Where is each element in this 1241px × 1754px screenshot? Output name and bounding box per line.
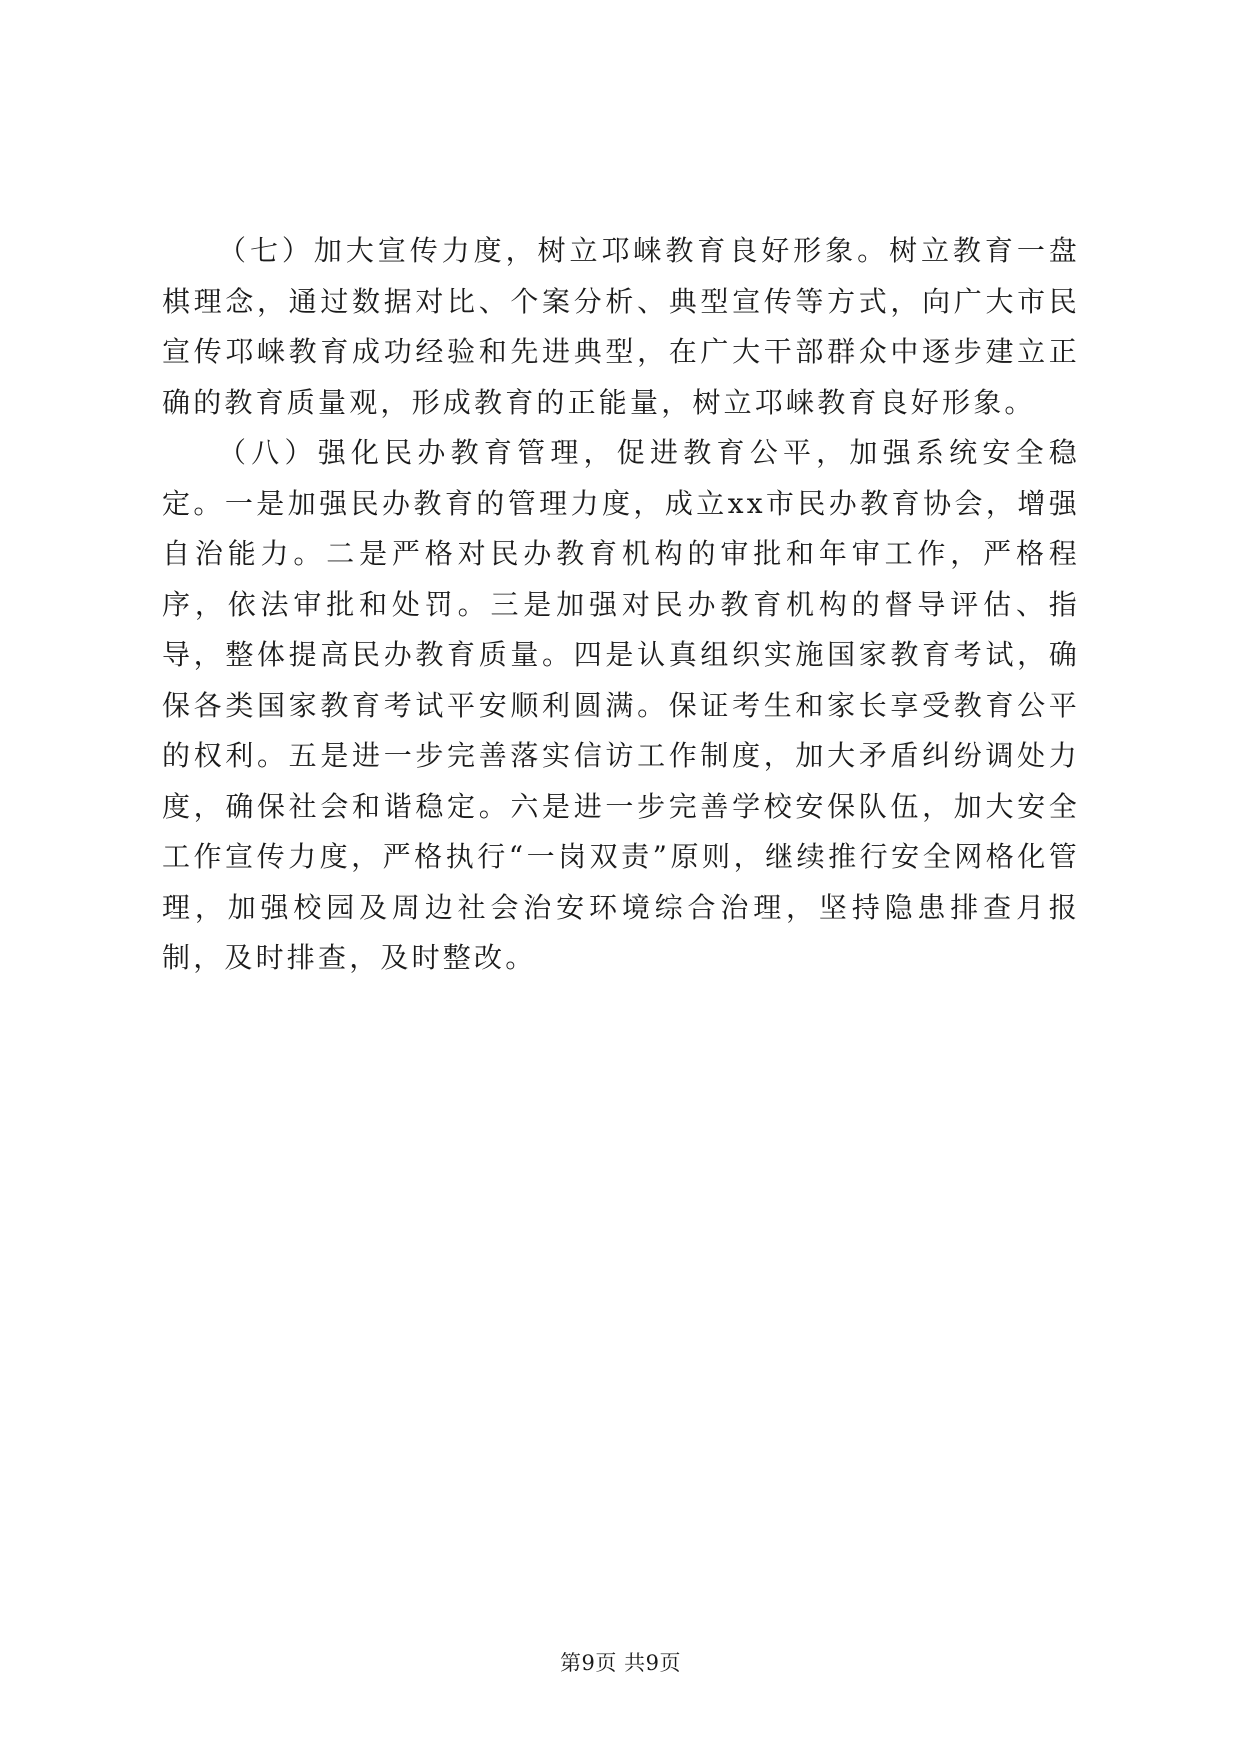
paragraph-eight: （八）强化民办教育管理，促进教育公平，加强系统安全稳定。一是加强民办教育的管理力度，成立xx市民办教育协会，增强自治能力。二是严格对民办教育机构的审批和年审工作，严格程序，依法审批和处罚。三是加强对民办教育机构的督导评估、指导，整体提高民办教育质量。四是认真组织实施国家教育考试，确保各类国家教育考试平安顺利圆满。保证考生和家长享受教育公平的权利。五是进一步完善落实信访工作制度，加大矛盾纠纷调处力度，确保社会和谐稳定。六是进一步完善学校安保队伍，加大安全工作宣传力度，严格执行“一岗双责”原则，继续推行安全网格化管理，加强校园及周边社会治安环境综合治理，坚持隐患排查月报制，及时排查，及时整改。: [162, 436, 1080, 974]
document-body: [162, 226, 1080, 984]
paragraph-seven: （七）加大宣传力度，树立邛崃教育良好形象。树立教育一盘棋理念，通过数据对比、个案分析、典型宣传等方式，向广大市民宣传邛崃教育成功经验和先进典型，在广大干部群众中逐步建立正确的教育质量观，形成教育的正能量，树立邛崃教育良好形象。: [162, 234, 1080, 419]
page-footer: 第9页 共9页: [560, 1651, 681, 1675]
